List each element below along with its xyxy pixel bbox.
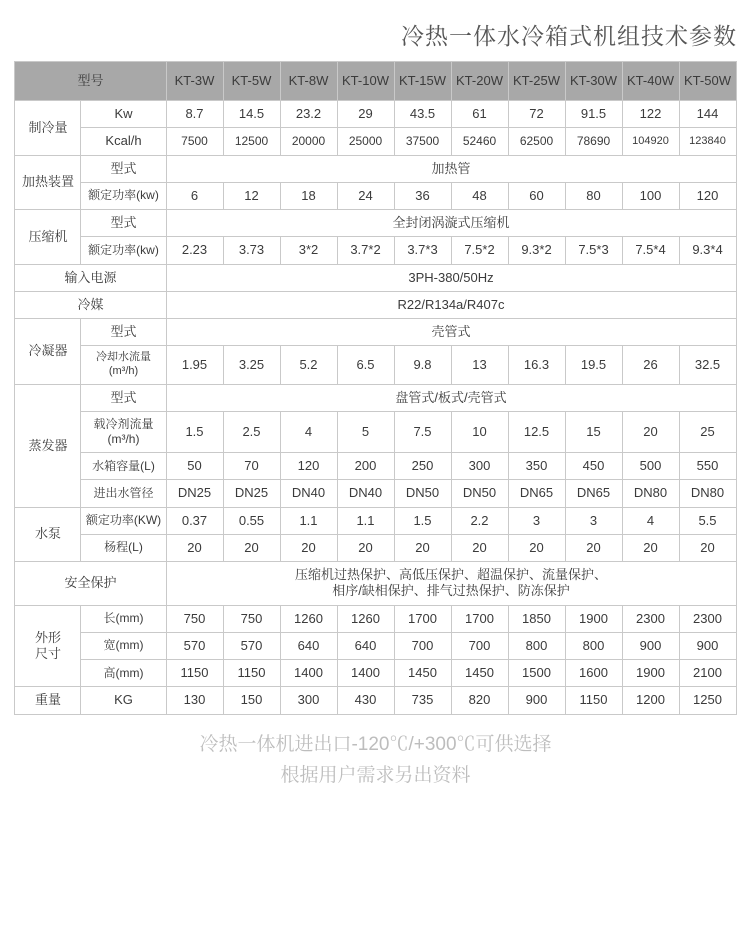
cell-length-6: 1850 xyxy=(508,605,565,632)
group-label-dimension-line2: 尺寸 xyxy=(34,645,61,661)
group-label-pump: 水泵 xyxy=(15,507,81,562)
cell-height-5: 1450 xyxy=(451,660,508,687)
table-row-length xyxy=(15,605,736,632)
row-label-heater-type: 型式 xyxy=(81,155,166,182)
table-row-condenser-type xyxy=(15,319,736,346)
cell-pipe-8: DN80 xyxy=(622,480,679,507)
cell-heater-power-8: 100 xyxy=(622,182,679,209)
cell-length-1: 750 xyxy=(223,605,280,632)
cell-weight-1: 150 xyxy=(223,687,280,714)
table-row-cooling-kcal xyxy=(15,128,736,155)
cell-weight-5: 820 xyxy=(451,687,508,714)
cell-pipe-1: DN25 xyxy=(223,480,280,507)
cell-height-6: 1500 xyxy=(508,660,565,687)
row-label-safety: 安全保护 xyxy=(15,562,166,606)
cell-refrigerant-value: R22/R134a/R407c xyxy=(166,291,736,318)
cell-width-4: 700 xyxy=(394,632,451,659)
cell-kw-7: 91.5 xyxy=(565,101,622,128)
header-model-9: KT-50W xyxy=(679,62,736,101)
cell-kw-2: 23.2 xyxy=(280,101,337,128)
cell-pump-power-8: 4 xyxy=(622,507,679,534)
row-label-heater-power: 额定功率(kw) xyxy=(81,182,166,209)
table-header-row xyxy=(15,62,736,101)
cell-condenser-flow-1: 3.25 xyxy=(223,346,280,385)
cell-compressor-power-6: 9.3*2 xyxy=(508,237,565,264)
cell-pump-head-8: 20 xyxy=(622,534,679,561)
group-label-heating: 加热装置 xyxy=(15,155,81,210)
cell-width-5: 700 xyxy=(451,632,508,659)
cell-evaporator-flow-6: 12.5 xyxy=(508,412,565,453)
cell-condenser-flow-0: 1.95 xyxy=(166,346,223,385)
cell-pump-head-7: 20 xyxy=(565,534,622,561)
cell-compressor-power-8: 7.5*4 xyxy=(622,237,679,264)
row-label-tank-capacity: 水箱容量(L) xyxy=(81,453,166,480)
table-row-heater-type xyxy=(15,155,736,182)
cell-compressor-power-1: 3.73 xyxy=(223,237,280,264)
table-row-condenser-flow xyxy=(15,346,736,385)
group-label-dimension xyxy=(15,605,81,687)
cell-tank-5: 300 xyxy=(451,453,508,480)
header-model-7: KT-30W xyxy=(565,62,622,101)
cell-kw-4: 43.5 xyxy=(394,101,451,128)
cell-safety-value xyxy=(166,562,736,606)
group-label-dimension-line1: 外形 xyxy=(34,629,61,645)
cell-length-9: 2300 xyxy=(679,605,736,632)
cell-tank-3: 200 xyxy=(337,453,394,480)
header-model-0: KT-3W xyxy=(166,62,223,101)
cell-condenser-flow-9: 32.5 xyxy=(679,346,736,385)
header-model-4: KT-15W xyxy=(394,62,451,101)
safety-line-1: 压缩机过热保护、高低压保护、超温保护、流量保护、 xyxy=(294,567,607,582)
group-label-cooling: 制冷量 xyxy=(15,101,81,156)
cell-pump-power-1: 0.55 xyxy=(223,507,280,534)
row-label-kw: Kw xyxy=(81,101,166,128)
cell-width-9: 900 xyxy=(679,632,736,659)
cell-condenser-flow-5: 13 xyxy=(451,346,508,385)
cell-kw-3: 29 xyxy=(337,101,394,128)
row-label-compressor-power: 额定功率(kw) xyxy=(81,237,166,264)
cell-length-5: 1700 xyxy=(451,605,508,632)
cell-heater-power-6: 60 xyxy=(508,182,565,209)
cell-heater-power-5: 48 xyxy=(451,182,508,209)
cell-pump-head-2: 20 xyxy=(280,534,337,561)
cell-kw-6: 72 xyxy=(508,101,565,128)
cell-kw-5: 61 xyxy=(451,101,508,128)
row-label-evaporator-flow xyxy=(81,412,166,453)
cell-kw-8: 122 xyxy=(622,101,679,128)
header-model-1: KT-5W xyxy=(223,62,280,101)
cell-evaporator-flow-5: 10 xyxy=(451,412,508,453)
cell-evaporator-flow-7: 15 xyxy=(565,412,622,453)
cell-tank-7: 450 xyxy=(565,453,622,480)
table-row-weight xyxy=(15,687,736,714)
cell-height-0: 1150 xyxy=(166,660,223,687)
row-label-evaporator-flow-line2: (m³/h) xyxy=(107,432,140,446)
cell-pipe-9: DN80 xyxy=(679,480,736,507)
cell-pump-head-1: 20 xyxy=(223,534,280,561)
cell-evaporator-flow-0: 1.5 xyxy=(166,412,223,453)
row-label-pump-head: 杨程(L) xyxy=(81,534,166,561)
cell-pump-head-4: 20 xyxy=(394,534,451,561)
row-label-condenser-type: 型式 xyxy=(81,319,166,346)
cell-tank-0: 50 xyxy=(166,453,223,480)
cell-pump-power-6: 3 xyxy=(508,507,565,534)
cell-pipe-6: DN65 xyxy=(508,480,565,507)
cell-pump-power-4: 1.5 xyxy=(394,507,451,534)
cell-evaporator-flow-3: 5 xyxy=(337,412,394,453)
cell-compressor-power-0: 2.23 xyxy=(166,237,223,264)
cell-kcal-7: 78690 xyxy=(565,128,622,155)
cell-evaporator-flow-9: 25 xyxy=(679,412,736,453)
cell-pipe-3: DN40 xyxy=(337,480,394,507)
cell-length-7: 1900 xyxy=(565,605,622,632)
cell-width-2: 640 xyxy=(280,632,337,659)
cell-height-8: 1900 xyxy=(622,660,679,687)
table-row-safety xyxy=(15,562,736,606)
table-row-evaporator-type xyxy=(15,384,736,411)
cell-height-9: 2100 xyxy=(679,660,736,687)
cell-tank-8: 500 xyxy=(622,453,679,480)
cell-weight-0: 130 xyxy=(166,687,223,714)
cell-power-input-value: 3PH-380/50Hz xyxy=(166,264,736,291)
cell-kcal-8: 104920 xyxy=(622,128,679,155)
cell-condenser-flow-2: 5.2 xyxy=(280,346,337,385)
cell-heater-power-9: 120 xyxy=(679,182,736,209)
cell-kw-9: 144 xyxy=(679,101,736,128)
cell-kcal-2: 20000 xyxy=(280,128,337,155)
row-label-height: 高(mm) xyxy=(81,660,166,687)
cell-width-1: 570 xyxy=(223,632,280,659)
table-row-height xyxy=(15,660,736,687)
cell-heater-type-value: 加热管 xyxy=(166,155,736,182)
specification-table xyxy=(14,61,736,715)
cell-evaporator-flow-2: 4 xyxy=(280,412,337,453)
page-title: 冷热一体水冷箱式机组技术参数 xyxy=(401,23,737,49)
row-label-evaporator-flow-line1: 载冷剂流量 xyxy=(93,417,154,431)
cell-pipe-5: DN50 xyxy=(451,480,508,507)
cell-condenser-flow-8: 26 xyxy=(622,346,679,385)
cell-pipe-7: DN65 xyxy=(565,480,622,507)
cell-pipe-0: DN25 xyxy=(166,480,223,507)
table-row-compressor-power xyxy=(15,237,736,264)
cell-length-8: 2300 xyxy=(622,605,679,632)
cell-compressor-power-4: 3.7*3 xyxy=(394,237,451,264)
cell-compressor-power-9: 9.3*4 xyxy=(679,237,736,264)
safety-line-2: 相序/缺相保护、排气过热保护、防冻保护 xyxy=(332,583,570,599)
row-label-pipe-diameter: 进出水管径 xyxy=(81,480,166,507)
cell-kcal-0: 7500 xyxy=(166,128,223,155)
header-model-3: KT-10W xyxy=(337,62,394,101)
cell-heater-power-3: 24 xyxy=(337,182,394,209)
table-row-tank-capacity xyxy=(15,453,736,480)
cell-condenser-flow-3: 6.5 xyxy=(337,346,394,385)
cell-weight-2: 300 xyxy=(280,687,337,714)
cell-condenser-flow-7: 19.5 xyxy=(565,346,622,385)
cell-weight-4: 735 xyxy=(394,687,451,714)
cell-condenser-flow-6: 16.3 xyxy=(508,346,565,385)
table-row-evaporator-flow xyxy=(15,412,736,453)
row-label-power-input: 输入电源 xyxy=(15,264,166,291)
cell-width-0: 570 xyxy=(166,632,223,659)
cell-compressor-power-7: 7.5*3 xyxy=(565,237,622,264)
cell-height-4: 1450 xyxy=(394,660,451,687)
row-label-compressor-type: 型式 xyxy=(81,210,166,237)
header-model-8: KT-40W xyxy=(622,62,679,101)
header-model-label: 型号 xyxy=(15,62,166,101)
row-label-refrigerant: 冷媒 xyxy=(15,291,166,318)
cell-weight-8: 1200 xyxy=(622,687,679,714)
cell-compressor-power-5: 7.5*2 xyxy=(451,237,508,264)
cell-condenser-type-value: 壳管式 xyxy=(166,319,736,346)
cell-tank-4: 250 xyxy=(394,453,451,480)
cell-pump-head-6: 20 xyxy=(508,534,565,561)
table-row-pump-head xyxy=(15,534,736,561)
cell-kw-1: 14.5 xyxy=(223,101,280,128)
cell-heater-power-7: 80 xyxy=(565,182,622,209)
cell-pump-power-3: 1.1 xyxy=(337,507,394,534)
cell-pump-power-7: 3 xyxy=(565,507,622,534)
table-row-power-input xyxy=(15,264,736,291)
cell-weight-6: 900 xyxy=(508,687,565,714)
header-model-5: KT-20W xyxy=(451,62,508,101)
cell-pump-power-9: 5.5 xyxy=(679,507,736,534)
cell-condenser-flow-4: 9.8 xyxy=(394,346,451,385)
group-label-condenser: 冷凝器 xyxy=(15,319,81,385)
cell-evaporator-type-value: 盘管式/板式/壳管式 xyxy=(166,384,736,411)
row-label-kcal: Kcal/h xyxy=(81,128,166,155)
cell-pipe-4: DN50 xyxy=(394,480,451,507)
cell-width-7: 800 xyxy=(565,632,622,659)
footer-line-1: 冷热一体机进出口-120℃/+300℃可供选择 xyxy=(199,733,552,755)
group-label-weight: 重量 xyxy=(15,687,81,714)
table-row-compressor-type xyxy=(15,210,736,237)
cell-heater-power-0: 6 xyxy=(166,182,223,209)
row-label-length: 长(mm) xyxy=(81,605,166,632)
cell-compressor-type-value: 全封闭涡漩式压缩机 xyxy=(166,210,736,237)
cell-kcal-1: 12500 xyxy=(223,128,280,155)
cell-heater-power-4: 36 xyxy=(394,182,451,209)
table-row-pump-power xyxy=(15,507,736,534)
header-model-6: KT-25W xyxy=(508,62,565,101)
cell-kcal-9: 123840 xyxy=(679,128,736,155)
table-row-heater-power xyxy=(15,182,736,209)
footer-note xyxy=(0,715,751,792)
cell-length-0: 750 xyxy=(166,605,223,632)
cell-pump-head-0: 20 xyxy=(166,534,223,561)
cell-width-3: 640 xyxy=(337,632,394,659)
cell-kcal-6: 62500 xyxy=(508,128,565,155)
table-row-pipe-diameter xyxy=(15,480,736,507)
cell-length-4: 1700 xyxy=(394,605,451,632)
cell-height-7: 1600 xyxy=(565,660,622,687)
cell-weight-9: 1250 xyxy=(679,687,736,714)
table-row-refrigerant xyxy=(15,291,736,318)
cell-tank-2: 120 xyxy=(280,453,337,480)
cell-height-2: 1400 xyxy=(280,660,337,687)
footer-line-2: 根据用户需求另出资料 xyxy=(280,764,471,786)
cell-evaporator-flow-8: 20 xyxy=(622,412,679,453)
cell-pump-power-5: 2.2 xyxy=(451,507,508,534)
cell-kw-0: 8.7 xyxy=(166,101,223,128)
row-label-width: 宽(mm) xyxy=(81,632,166,659)
cell-tank-1: 70 xyxy=(223,453,280,480)
cell-pump-power-0: 0.37 xyxy=(166,507,223,534)
cell-height-3: 1400 xyxy=(337,660,394,687)
cell-length-3: 1260 xyxy=(337,605,394,632)
cell-width-6: 800 xyxy=(508,632,565,659)
cell-evaporator-flow-4: 7.5 xyxy=(394,412,451,453)
table-row-width xyxy=(15,632,736,659)
cell-pump-power-2: 1.1 xyxy=(280,507,337,534)
cell-heater-power-2: 18 xyxy=(280,182,337,209)
cell-length-2: 1260 xyxy=(280,605,337,632)
cell-pump-head-9: 20 xyxy=(679,534,736,561)
row-label-condenser-flow: 冷却水流量(m³/h) xyxy=(81,346,166,385)
cell-tank-6: 350 xyxy=(508,453,565,480)
cell-pipe-2: DN40 xyxy=(280,480,337,507)
cell-weight-7: 1150 xyxy=(565,687,622,714)
cell-kcal-3: 25000 xyxy=(337,128,394,155)
cell-width-8: 900 xyxy=(622,632,679,659)
cell-compressor-power-2: 3*2 xyxy=(280,237,337,264)
group-label-evaporator: 蒸发器 xyxy=(15,384,81,507)
table-row-cooling-kw xyxy=(15,101,736,128)
cell-heater-power-1: 12 xyxy=(223,182,280,209)
header-model-2: KT-8W xyxy=(280,62,337,101)
cell-pump-head-5: 20 xyxy=(451,534,508,561)
cell-kcal-5: 52460 xyxy=(451,128,508,155)
cell-compressor-power-3: 3.7*2 xyxy=(337,237,394,264)
row-label-pump-power: 额定功率(KW) xyxy=(81,507,166,534)
cell-height-1: 1150 xyxy=(223,660,280,687)
group-label-compressor: 压缩机 xyxy=(15,210,81,265)
row-label-weight: KG xyxy=(81,687,166,714)
cell-weight-3: 430 xyxy=(337,687,394,714)
cell-evaporator-flow-1: 2.5 xyxy=(223,412,280,453)
cell-kcal-4: 37500 xyxy=(394,128,451,155)
cell-pump-head-3: 20 xyxy=(337,534,394,561)
cell-tank-9: 550 xyxy=(679,453,736,480)
row-label-evaporator-type: 型式 xyxy=(81,384,166,411)
